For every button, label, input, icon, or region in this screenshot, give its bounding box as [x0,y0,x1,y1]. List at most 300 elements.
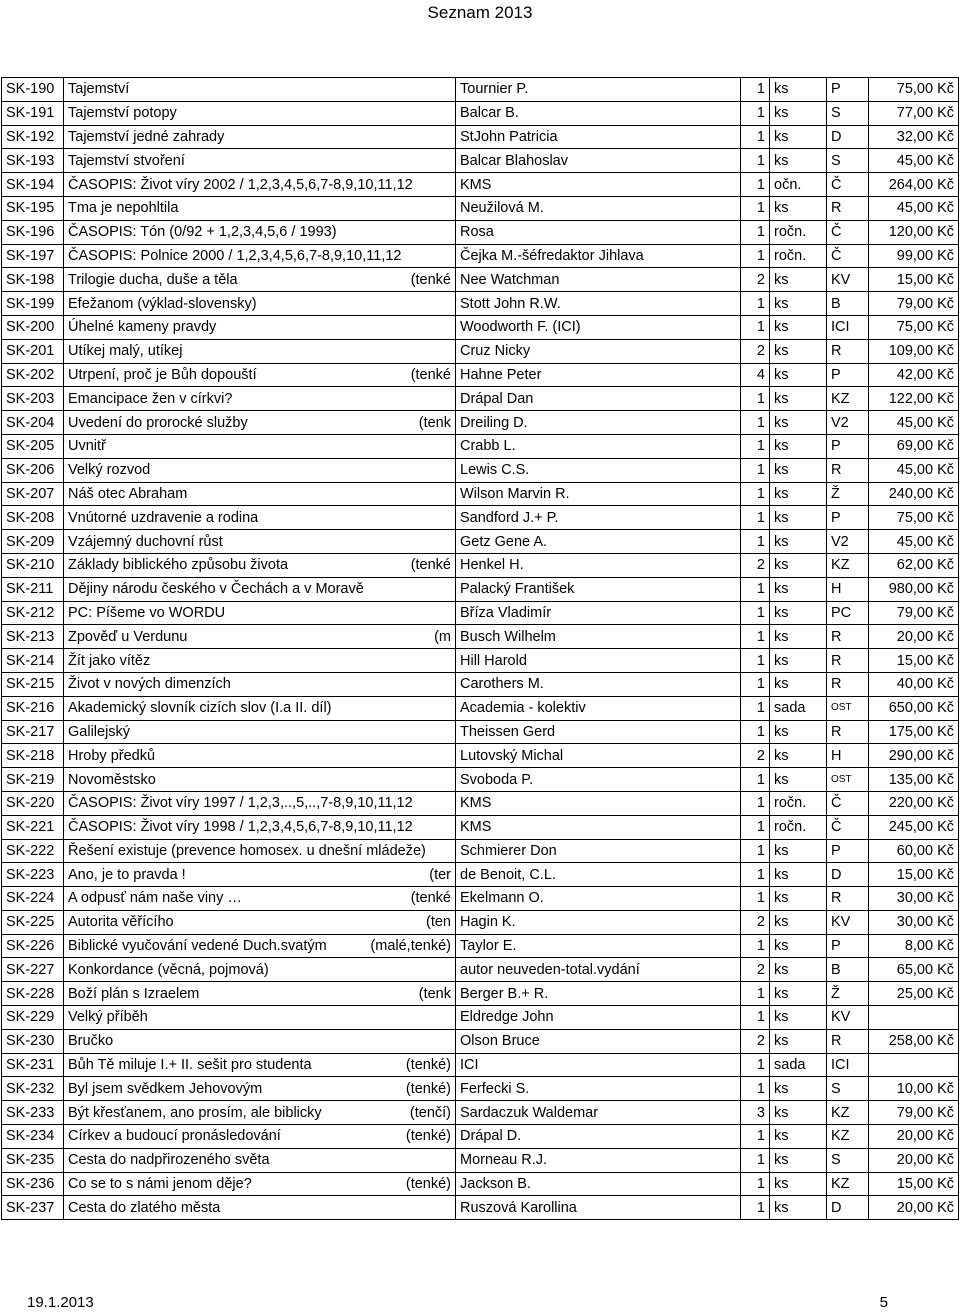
item-title-wrap [68,222,451,242]
item-category: S [827,149,869,173]
item-author: Theissen Gerd [456,720,741,744]
item-title: ČASOPIS: Život víry 1997 / 1,2,3,..,5,..,7-8,9,10,11,12 [68,795,413,812]
item-quantity: 1 [741,815,770,839]
table-row [2,411,959,435]
item-quantity: 1 [741,768,770,792]
item-price [869,1006,959,1030]
item-title-wrap [68,1007,451,1027]
item-unit: ks [770,601,827,625]
item-title: Žít jako vítěz [68,652,151,669]
item-title: PC: Píšeme vo WORDU [68,604,226,621]
page-number: 5 [879,1294,888,1311]
item-title-wrap [68,555,451,575]
item-author: Eldredge John [456,1006,741,1030]
item-title-wrap [68,341,451,361]
item-title-wrap [68,1079,451,1099]
item-category: R [827,458,869,482]
table-row [2,791,959,815]
item-title-cell [64,458,456,482]
item-quantity: 2 [741,744,770,768]
item-quantity: 1 [741,601,770,625]
item-title-cell [64,553,456,577]
item-title: Vzájemný duchovní růst [68,533,223,550]
table-row [2,672,959,696]
item-code: SK-201 [2,339,64,363]
item-category: P [827,78,869,102]
item-unit: ks [770,506,827,530]
item-title-cell [64,625,456,649]
item-note: (tenk [418,985,451,1002]
item-unit: ks [770,1196,827,1220]
item-code: SK-204 [2,411,64,435]
item-title: Tajemství stvoření [68,152,185,169]
item-quantity: 1 [741,482,770,506]
item-title: Vnútorné uzdravenie a rodina [68,509,259,526]
item-author: ICI [456,1053,741,1077]
item-unit: ks [770,625,827,649]
item-price: 42,00 Kč [869,363,959,387]
item-code: SK-213 [2,625,64,649]
item-price: 15,00 Kč [869,863,959,887]
item-author: Nee Watchman [456,268,741,292]
table-row [2,363,959,387]
item-title: Uvnitř [68,438,106,455]
item-code: SK-232 [2,1077,64,1101]
table-row [2,268,959,292]
item-title-cell [64,363,456,387]
table-row [2,292,959,316]
item-unit: ks [770,78,827,102]
item-quantity: 1 [741,458,770,482]
item-price: 60,00 Kč [869,839,959,863]
item-title-wrap [68,746,451,766]
item-author: Carothers M. [456,672,741,696]
item-author: Schmierer Don [456,839,741,863]
item-title-wrap [68,841,451,861]
item-title: Utrpení, proč je Bůh dopouští [68,366,257,383]
item-unit: ročn. [770,244,827,268]
item-quantity: 1 [741,577,770,601]
table-row [2,958,959,982]
item-price: 290,00 Kč [869,744,959,768]
item-unit: ks [770,1101,827,1125]
table-row [2,1148,959,1172]
item-quantity: 1 [741,1172,770,1196]
item-category: ICI [827,1053,869,1077]
item-author: Stott John R.W. [456,292,741,316]
item-note: (tenké [410,271,451,288]
item-title-cell [64,173,456,197]
item-title-wrap [68,674,451,694]
item-code: SK-210 [2,553,64,577]
item-quantity: 1 [741,1196,770,1220]
item-title-wrap [68,103,451,123]
item-code: SK-208 [2,506,64,530]
item-quantity: 1 [741,839,770,863]
item-category: P [827,363,869,387]
item-quantity: 1 [741,720,770,744]
item-quantity: 1 [741,1006,770,1030]
item-quantity: 1 [741,863,770,887]
item-author: Drápal D. [456,1125,741,1149]
item-title-wrap [68,198,451,218]
table-row [2,934,959,958]
item-code: SK-215 [2,672,64,696]
item-note: (tenké [410,366,451,383]
item-title-cell [64,982,456,1006]
item-title-cell [64,149,456,173]
item-title-cell [64,220,456,244]
item-note: (tenké [410,890,451,907]
item-author: Balcar B. [456,101,741,125]
item-title-wrap [68,817,451,837]
item-price: 20,00 Kč [869,1196,959,1220]
item-category: B [827,292,869,316]
item-note: (tenk [418,414,451,431]
item-quantity: 1 [741,1077,770,1101]
table-row [2,815,959,839]
item-note: (ten [426,914,451,931]
item-author: StJohn Patricia [456,125,741,149]
item-price: 62,00 Kč [869,553,959,577]
item-title-wrap [68,508,451,528]
item-author: Olson Bruce [456,1029,741,1053]
item-title: Cesta do zlatého města [68,1199,221,1216]
item-note: (malé,tenké) [370,938,451,955]
item-code: SK-230 [2,1029,64,1053]
item-author: Lewis C.S. [456,458,741,482]
item-title-wrap [68,579,451,599]
item-code: SK-237 [2,1196,64,1220]
item-code: SK-221 [2,815,64,839]
item-quantity: 4 [741,363,770,387]
item-title: Novoměstsko [68,771,156,788]
item-quantity: 1 [741,173,770,197]
item-title-cell [64,101,456,125]
item-title: ČASOPIS: Tón (0/92 + 1,2,3,4,5,6 / 1993) [68,224,337,241]
item-category: OST [827,696,869,720]
item-code: SK-233 [2,1101,64,1125]
item-author: Jackson B. [456,1172,741,1196]
item-author: Balcar Blahoslav [456,149,741,173]
item-title: Trilogie ducha, duše a těla [68,271,238,288]
item-category: P [827,839,869,863]
item-code: SK-216 [2,696,64,720]
item-title: Emancipace žen v církvi? [68,390,233,407]
item-title-cell [64,244,456,268]
table-row [2,458,959,482]
item-title-wrap [68,1198,451,1218]
item-title: Zpověď u Verdunu [68,628,188,645]
item-title: Bručko [68,1033,114,1050]
item-price: 20,00 Kč [869,625,959,649]
item-unit: ks [770,839,827,863]
item-category: R [827,649,869,673]
item-author: Sandford J.+ P. [456,506,741,530]
item-title-cell [64,1101,456,1125]
item-title-cell [64,1077,456,1101]
item-title: ČASOPIS: Život víry 1998 / 1,2,3,4,5,6,7-8,9,10,11,12 [68,819,413,836]
item-title: Ano, je to pravda ! [68,866,186,883]
item-unit: ks [770,101,827,125]
table-row [2,125,959,149]
item-title: Tajemství jedné zahrady [68,128,225,145]
table-row [2,1077,959,1101]
item-code: SK-224 [2,887,64,911]
item-quantity: 1 [741,649,770,673]
table-row [2,649,959,673]
item-title: ČASOPIS: Polnice 2000 / 1,2,3,4,5,6,7-8,9,10,11,12 [68,247,402,264]
item-title-wrap [68,1031,451,1051]
item-quantity: 3 [741,1101,770,1125]
item-quantity: 1 [741,1148,770,1172]
item-price: 15,00 Kč [869,649,959,673]
item-author: Morneau R.J. [456,1148,741,1172]
item-unit: ks [770,196,827,220]
item-code: SK-193 [2,149,64,173]
item-title-wrap [68,1174,451,1194]
table-row [2,196,959,220]
item-code: SK-197 [2,244,64,268]
item-unit: ks [770,363,827,387]
item-author: Wilson Marvin R. [456,482,741,506]
item-price: 77,00 Kč [869,101,959,125]
item-quantity: 2 [741,268,770,292]
item-code: SK-235 [2,1148,64,1172]
item-author: Getz Gene A. [456,530,741,554]
footer-date: 19.1.2013 [27,1294,94,1311]
table-row [2,863,959,887]
item-title-wrap [68,651,451,671]
item-title-cell [64,958,456,982]
item-price: 79,00 Kč [869,1101,959,1125]
item-title-cell [64,887,456,911]
item-unit: ks [770,934,827,958]
item-quantity: 1 [741,292,770,316]
item-quantity: 1 [741,434,770,458]
item-price: 45,00 Kč [869,196,959,220]
item-price: 69,00 Kč [869,434,959,458]
item-category: D [827,1196,869,1220]
item-price: 980,00 Kč [869,577,959,601]
catalog-table [1,77,959,1220]
item-author: Ekelmann O. [456,887,741,911]
item-title-cell [64,125,456,149]
item-unit: ks [770,744,827,768]
item-title: Život v nových dimenzích [68,676,231,693]
item-category: R [827,196,869,220]
item-unit: ks [770,292,827,316]
item-author: Neužilová M. [456,196,741,220]
table-row [2,1101,959,1125]
item-price: 240,00 Kč [869,482,959,506]
item-category: B [827,958,869,982]
item-title-cell [64,292,456,316]
item-note: (tenké) [405,1080,451,1097]
item-unit: ks [770,863,827,887]
item-unit: ks [770,1125,827,1149]
item-unit: ks [770,482,827,506]
item-price: 15,00 Kč [869,268,959,292]
item-author: Tournier P. [456,78,741,102]
item-category: KZ [827,1101,869,1125]
item-unit: sada [770,1053,827,1077]
item-code: SK-194 [2,173,64,197]
item-code: SK-229 [2,1006,64,1030]
table-row [2,1125,959,1149]
item-title: Tajemství potopy [68,105,177,122]
item-quantity: 1 [741,315,770,339]
table-row [2,220,959,244]
item-category: PC [827,601,869,625]
item-price: 20,00 Kč [869,1125,959,1149]
item-title: Bůh Tě miluje I.+ II. sešit pro studenta [68,1057,312,1074]
item-price: 45,00 Kč [869,411,959,435]
item-title-cell [64,1053,456,1077]
item-unit: ks [770,910,827,934]
item-code: SK-198 [2,268,64,292]
item-quantity: 1 [741,101,770,125]
table-row [2,625,959,649]
item-title: Být křesťanem, ano prosím, ale biblicky [68,1104,322,1121]
item-unit: ks [770,434,827,458]
item-title-wrap [68,270,451,290]
item-title: Konkordance (věcná, pojmová) [68,961,269,978]
table-row [2,244,959,268]
table-row [2,482,959,506]
item-title-cell [64,196,456,220]
item-title-cell [64,1148,456,1172]
item-note: (ter [429,866,451,883]
item-title: Boží plán s Izraelem [68,985,200,1002]
table-row [2,768,959,792]
item-quantity: 2 [741,958,770,982]
item-category: S [827,1148,869,1172]
item-title-cell [64,815,456,839]
item-unit: ks [770,1077,827,1101]
item-quantity: 1 [741,78,770,102]
item-unit: ks [770,315,827,339]
item-title-cell [64,910,456,934]
item-title: ČASOPIS: Život víry 2002 / 1,2,3,4,5,6,7-8,9,10,11,12 [68,176,413,193]
item-title: Biblické vyučování vedené Duch.svatým [68,938,327,955]
item-title-cell [64,863,456,887]
item-unit: ks [770,1172,827,1196]
item-price: 220,00 Kč [869,791,959,815]
item-title-wrap [68,127,451,147]
item-unit: ks [770,1029,827,1053]
item-code: SK-220 [2,791,64,815]
item-title-wrap [68,151,451,171]
item-title: Velký rozvod [68,462,151,479]
table-row [2,982,959,1006]
item-title-wrap [68,770,451,790]
item-author: Woodworth F. (ICI) [456,315,741,339]
item-author: Palacký František [456,577,741,601]
item-unit: ks [770,411,827,435]
item-note: (tenké) [405,1176,451,1193]
item-code: SK-199 [2,292,64,316]
item-category: KZ [827,1172,869,1196]
item-title-cell [64,934,456,958]
table-row [2,78,959,102]
item-price: 65,00 Kč [869,958,959,982]
item-title-cell [64,1006,456,1030]
item-code: SK-192 [2,125,64,149]
item-price: 109,00 Kč [869,339,959,363]
item-price [869,1053,959,1077]
item-unit: ks [770,387,827,411]
item-price: 99,00 Kč [869,244,959,268]
item-category: R [827,1029,869,1053]
item-category: Ž [827,482,869,506]
item-price: 120,00 Kč [869,220,959,244]
item-title-cell [64,506,456,530]
item-title-cell [64,339,456,363]
item-unit: ks [770,458,827,482]
item-unit: ks [770,720,827,744]
table-row [2,696,959,720]
item-quantity: 1 [741,387,770,411]
item-price: 79,00 Kč [869,601,959,625]
item-title-wrap [68,484,451,504]
item-title-wrap [68,1150,451,1170]
item-title-wrap [68,936,451,956]
item-category: R [827,720,869,744]
item-code: SK-202 [2,363,64,387]
table-row [2,339,959,363]
item-title: Velký příběh [68,1009,148,1026]
item-unit: ks [770,1148,827,1172]
item-price: 75,00 Kč [869,315,959,339]
item-unit: ks [770,553,827,577]
item-title: A odpusť nám naše viny … [68,890,242,907]
item-author: Ferfecki S. [456,1077,741,1101]
item-code: SK-195 [2,196,64,220]
item-price: 8,00 Kč [869,934,959,958]
item-author: Hill Harold [456,649,741,673]
item-quantity: 1 [741,220,770,244]
item-code: SK-226 [2,934,64,958]
item-category: Č [827,815,869,839]
item-unit: ročn. [770,220,827,244]
item-title-cell [64,649,456,673]
item-price: 40,00 Kč [869,672,959,696]
item-title-wrap [68,984,451,1004]
item-category: D [827,125,869,149]
item-category: R [827,625,869,649]
item-title-wrap [68,460,451,480]
item-title: Byl jsem svědkem Jehovovým [68,1080,263,1097]
item-category: V2 [827,411,869,435]
item-title-cell [64,268,456,292]
item-category: P [827,934,869,958]
catalog-rows [2,78,959,1220]
table-row [2,1029,959,1053]
item-price: 45,00 Kč [869,458,959,482]
item-code: SK-203 [2,387,64,411]
item-title-wrap [68,246,451,266]
table-row [2,910,959,934]
item-unit: ks [770,125,827,149]
table-row [2,553,959,577]
item-author: Crabb L. [456,434,741,458]
item-category: R [827,339,869,363]
item-quantity: 1 [741,1053,770,1077]
item-price: 32,00 Kč [869,125,959,149]
item-price: 264,00 Kč [869,173,959,197]
item-author: Bříza Vladimír [456,601,741,625]
